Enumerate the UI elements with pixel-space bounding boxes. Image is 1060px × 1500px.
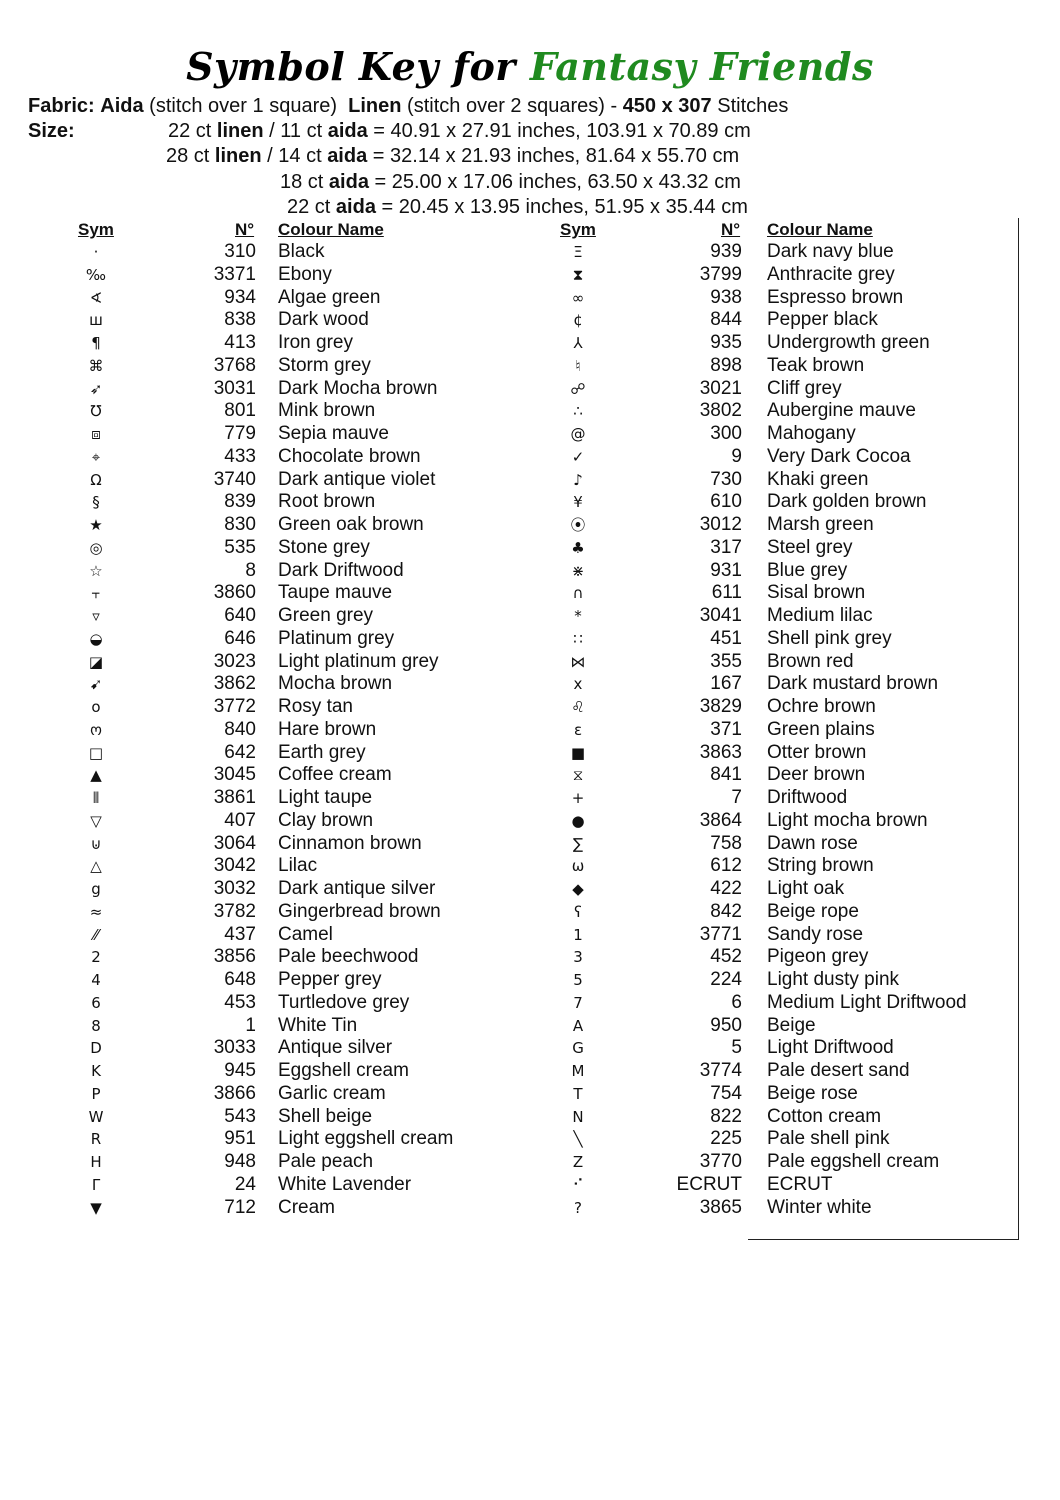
- colour-name: ECRUT: [767, 1173, 833, 1195]
- dmc-number: 3045: [213, 764, 256, 786]
- colour-name: Dark mustard brown: [767, 673, 939, 695]
- colour-name: Pepper black: [767, 309, 878, 331]
- colour-name: Mocha brown: [278, 673, 393, 695]
- symbol-glyph: G: [572, 1039, 584, 1058]
- colour-name: Stone grey: [278, 536, 370, 558]
- symbol-glyph: ω: [571, 857, 585, 876]
- symbol-glyph: ·: [93, 243, 99, 261]
- symbol-glyph: ♪: [573, 470, 583, 489]
- colour-name: Green plains: [767, 718, 875, 740]
- symbol-glyph: ╲: [573, 1130, 583, 1149]
- symbol-glyph: ◒: [89, 629, 103, 648]
- right-num-header: N°: [721, 220, 741, 239]
- colour-name: String brown: [767, 855, 874, 877]
- dmc-number: 452: [710, 946, 742, 968]
- size-line: 22 ct aida = 20.45 x 13.95 inches, 51.95 x 35.44 cm: [287, 196, 748, 218]
- colour-name: Very Dark Cocoa: [767, 445, 911, 467]
- colour-name: Green oak brown: [278, 514, 424, 535]
- symbol-glyph: ▼: [90, 1198, 102, 1217]
- dmc-number: 3064: [213, 832, 256, 854]
- symbol-glyph: 8: [91, 1016, 101, 1035]
- dmc-number: 3865: [699, 1196, 742, 1218]
- symbol-glyph: ★: [89, 516, 103, 534]
- dmc-number: 451: [710, 627, 742, 649]
- dmc-number: 939: [710, 241, 742, 262]
- dmc-number: 224: [710, 969, 742, 990]
- symbol-glyph: ∩: [572, 584, 584, 603]
- symbol-glyph: 2: [91, 948, 101, 967]
- symbol-glyph: ⧗: [572, 265, 584, 284]
- dmc-number: 3862: [213, 673, 256, 695]
- colour-name: Light eggshell cream: [278, 1128, 454, 1150]
- dmc-number: 842: [710, 900, 742, 922]
- dmc-number: 3042: [213, 855, 256, 877]
- dmc-number: 225: [710, 1128, 742, 1150]
- symbol-glyph: ☆: [89, 561, 103, 580]
- colour-name: Medium Light Driftwood: [767, 991, 967, 1013]
- dmc-number: 935: [710, 332, 742, 353]
- symbol-glyph: ∞: [571, 288, 585, 307]
- symbol-glyph: ∢: [89, 288, 103, 307]
- dmc-number: 934: [224, 286, 256, 308]
- colour-name: Undergrowth green: [767, 332, 930, 353]
- symbol-glyph: K: [91, 1062, 101, 1080]
- symbol-glyph: ∑: [572, 834, 584, 853]
- symbol-glyph: 5: [573, 971, 583, 989]
- colour-name: Chocolate brown: [278, 445, 421, 467]
- dmc-number: 611: [711, 582, 742, 604]
- symbol-glyph: M: [571, 1062, 585, 1080]
- dmc-number: 3740: [213, 468, 256, 490]
- dmc-number: 712: [224, 1196, 256, 1218]
- linen-note: (stitch over 2 squares) -: [407, 95, 618, 117]
- colour-name: Ochre brown: [767, 696, 876, 717]
- symbol-glyph: P: [91, 1084, 101, 1103]
- symbol-glyph: §: [92, 493, 100, 512]
- symbol-glyph: ➹: [89, 675, 103, 694]
- symbol-glyph: A: [572, 1016, 584, 1035]
- right-sym-header: Sym: [560, 220, 596, 239]
- colour-name: Shell beige: [278, 1105, 373, 1127]
- symbol-glyph: ◆: [572, 880, 584, 898]
- symbol-glyph: ⅄: [573, 334, 583, 352]
- symbol-glyph: 6: [91, 993, 101, 1012]
- symbol-glyph: ◎: [89, 538, 103, 557]
- colour-name: Sisal brown: [767, 582, 866, 604]
- symbol-glyph: o: [91, 698, 101, 716]
- dmc-number: 898: [710, 354, 742, 376]
- colour-name: Black: [278, 241, 325, 262]
- colour-name: Beige rose: [767, 1082, 858, 1104]
- colour-name: Shell pink grey: [767, 627, 892, 649]
- dmc-number: 6: [731, 991, 742, 1013]
- dmc-number: 5: [731, 1037, 742, 1059]
- dmc-number: 3782: [213, 900, 256, 922]
- colour-name: Deer brown: [767, 764, 866, 786]
- symbol-glyph: ■: [570, 743, 586, 762]
- dmc-number: 453: [224, 991, 256, 1013]
- colour-name: Cinnamon brown: [278, 832, 422, 854]
- symbol-glyph: ●: [571, 811, 585, 830]
- colour-name: Dark antique violet: [278, 468, 436, 490]
- colour-name: Green grey: [278, 605, 374, 626]
- colour-name: Storm grey: [278, 354, 371, 376]
- dmc-number: 3864: [699, 809, 742, 831]
- dmc-number: 413: [224, 332, 256, 353]
- dmc-number: 945: [224, 1060, 256, 1081]
- dmc-number: 3799: [699, 263, 742, 285]
- colour-name: Pale desert sand: [767, 1060, 910, 1081]
- symbol-glyph: ⋈: [570, 652, 586, 671]
- colour-name: Dark golden brown: [767, 491, 927, 513]
- symbol-glyph: ♌: [571, 698, 585, 716]
- aida-note: (stitch over 1 square): [149, 95, 338, 117]
- table-border-bottom: [748, 1239, 1019, 1240]
- colour-name: Light platinum grey: [278, 650, 439, 672]
- title-lead: Symbol Key for: [186, 44, 516, 89]
- dmc-number: 3033: [213, 1037, 256, 1059]
- symbol-glyph: Z: [572, 1153, 584, 1171]
- colour-name: Teak brown: [767, 354, 865, 376]
- symbol-glyph: ⫟: [91, 584, 101, 603]
- symbol-glyph: ♮: [575, 356, 581, 375]
- colour-name: Dark navy blue: [767, 241, 894, 262]
- right-name-header: Colour Name: [767, 220, 873, 239]
- colour-name: Cliff grey: [767, 377, 842, 399]
- linen-label: Linen: [348, 95, 402, 117]
- dmc-number: 640: [224, 605, 256, 626]
- symbol-glyph: D: [90, 1039, 102, 1058]
- symbol-glyph: ⌘: [88, 356, 104, 375]
- symbol-glyph: ⌖: [91, 447, 101, 466]
- dmc-number: 838: [224, 309, 256, 331]
- symbol-glyph: ?: [574, 1198, 582, 1217]
- symbol-glyph: N: [572, 1107, 584, 1126]
- colour-name: Khaki green: [767, 468, 869, 490]
- stitch-count: 450 x 307: [622, 95, 712, 117]
- dmc-number: 779: [224, 423, 256, 444]
- dmc-number: 3371: [213, 263, 256, 285]
- left-name-header: Colour Name: [278, 220, 384, 239]
- dmc-number: 3829: [699, 696, 742, 717]
- dmc-number: 844: [710, 309, 742, 331]
- dmc-number: 407: [224, 809, 256, 831]
- symbol-glyph: 4: [91, 971, 101, 989]
- dmc-number: 167: [710, 673, 742, 695]
- fabric-line: [28, 94, 788, 118]
- dmc-number: 3041: [699, 605, 742, 626]
- stitch-label: Stitches: [717, 95, 789, 117]
- colour-name: Light mocha brown: [767, 809, 928, 831]
- dmc-number: 950: [710, 1014, 742, 1036]
- dmc-number: 3774: [699, 1060, 742, 1081]
- dmc-number: 839: [224, 491, 256, 513]
- dmc-number: 3860: [213, 582, 256, 604]
- symbol-glyph: T: [573, 1084, 583, 1103]
- symbol-glyph: ➶: [89, 379, 103, 398]
- size-line: 22 ct linen / 11 ct aida = 40.91 x 27.91 inches, 103.91 x 70.89 cm: [168, 120, 751, 142]
- dmc-number: 437: [224, 923, 256, 945]
- colour-name: Rosy tan: [278, 696, 353, 717]
- dmc-number: 642: [224, 741, 256, 763]
- dmc-number: 8: [245, 559, 256, 581]
- dmc-number: 3023: [213, 650, 256, 672]
- colour-name: Pale beechwood: [278, 946, 419, 968]
- dmc-number: 3802: [699, 400, 742, 422]
- symbol-glyph: ¶: [91, 334, 101, 352]
- symbol-glyph: ⋇: [571, 561, 585, 580]
- symbol-glyph: Ω: [90, 470, 102, 489]
- symbol-glyph: H: [90, 1153, 102, 1171]
- dmc-number: 3772: [213, 696, 256, 717]
- colour-name: Sandy rose: [767, 923, 864, 945]
- symbol-glyph: ⁄⁄: [93, 925, 99, 944]
- symbol-glyph: ▿: [92, 607, 100, 625]
- dmc-number: 648: [224, 969, 256, 990]
- dmc-number: 1: [245, 1014, 256, 1036]
- colour-name: Algae green: [278, 286, 381, 308]
- dmc-number: 3768: [213, 354, 256, 376]
- symbol-glyph: △: [90, 857, 102, 876]
- dmc-number: 830: [224, 514, 256, 535]
- colour-name: Dark wood: [278, 309, 369, 331]
- left-num-header: N°: [235, 220, 255, 239]
- symbol-glyph: ⧖: [572, 766, 584, 785]
- symbol-glyph: ε: [573, 720, 583, 739]
- colour-name: Dark antique silver: [278, 878, 436, 899]
- symbol-glyph: ⠊: [572, 1175, 584, 1194]
- dmc-number: 931: [710, 559, 742, 581]
- colour-name: Steel grey: [767, 536, 853, 558]
- dmc-number: 24: [234, 1173, 256, 1195]
- dmc-number: 3012: [699, 514, 742, 535]
- left-sym-header: Sym: [78, 220, 114, 239]
- symbol-glyph: Γ: [91, 1175, 101, 1194]
- colour-name: Antique silver: [278, 1037, 393, 1059]
- colour-name: Pigeon grey: [767, 946, 869, 968]
- table-border-right: [1018, 218, 1019, 1240]
- colour-name: Coffee cream: [278, 764, 392, 786]
- colour-name: Ebony: [278, 263, 332, 285]
- colour-name: Hare brown: [278, 718, 377, 740]
- colour-name: Platinum grey: [278, 627, 395, 649]
- symbol-glyph: g: [91, 880, 101, 898]
- dmc-number: 422: [710, 878, 742, 899]
- colour-name: Light Driftwood: [767, 1037, 894, 1059]
- symbol-glyph: *: [574, 607, 582, 625]
- dmc-number: 3861: [213, 787, 256, 808]
- aida-label: Aida: [100, 95, 144, 117]
- colour-name: Dark Driftwood: [278, 559, 404, 581]
- symbol-glyph: □: [88, 743, 104, 762]
- symbol-glyph: 3: [573, 948, 583, 967]
- dmc-number: 951: [224, 1128, 256, 1150]
- symbol-glyph: ⦿: [570, 516, 586, 534]
- colour-name: Beige rope: [767, 900, 859, 922]
- symbol-glyph: ≈: [89, 902, 103, 921]
- colour-name: Turtledove grey: [278, 991, 410, 1013]
- size-line: 18 ct aida = 25.00 x 17.06 inches, 63.50 x 43.32 cm: [280, 171, 741, 193]
- page-title: [0, 44, 1060, 89]
- dmc-number: 948: [224, 1151, 256, 1172]
- dmc-number: 3770: [699, 1151, 742, 1172]
- dmc-number: 7: [731, 787, 742, 808]
- dmc-number: 758: [710, 832, 742, 854]
- dmc-number: 3863: [699, 741, 742, 763]
- symbol-glyph: ⊍: [90, 834, 102, 853]
- symbol-glyph: ☍: [570, 379, 586, 398]
- dmc-number: 610: [710, 491, 742, 513]
- symbol-glyph: x: [573, 675, 583, 694]
- colour-name: Earth grey: [278, 741, 366, 763]
- dmc-number: 310: [224, 241, 256, 262]
- colour-name: Mahogany: [767, 423, 856, 444]
- colour-name: Brown red: [767, 650, 854, 672]
- colour-name: Garlic cream: [278, 1082, 386, 1104]
- colour-name: Root brown: [278, 491, 376, 513]
- symbol-glyph: ∴: [573, 402, 583, 421]
- symbol-glyph: ◪: [88, 652, 104, 671]
- symbol-glyph: ¢: [573, 311, 583, 330]
- dmc-number: 754: [710, 1082, 742, 1104]
- dmc-number: 535: [224, 536, 256, 558]
- symbol-glyph: ш: [89, 311, 103, 330]
- colour-name: Otter brown: [767, 741, 867, 763]
- symbol-glyph: ¥: [573, 493, 583, 512]
- symbol-glyph: ʕ: [574, 902, 582, 921]
- dmc-number: 3032: [213, 878, 256, 899]
- symbol-glyph: Ξ: [573, 243, 583, 261]
- colour-name: Driftwood: [767, 787, 848, 808]
- dmc-number: 9: [731, 445, 742, 467]
- colour-name: Medium lilac: [767, 605, 873, 626]
- dmc-number: 3031: [213, 377, 256, 399]
- symbol-glyph: +: [571, 789, 585, 807]
- colour-name: Light oak: [767, 878, 845, 899]
- colour-name: Clay brown: [278, 809, 374, 831]
- colour-name: Blue grey: [767, 559, 848, 581]
- symbol-glyph: ▽: [90, 811, 102, 830]
- colour-name: Iron grey: [278, 332, 353, 353]
- symbol-glyph: ▲: [90, 766, 102, 785]
- dmc-number: 612: [710, 855, 742, 877]
- colour-name: Beige: [767, 1014, 816, 1036]
- symbol-glyph: ო: [90, 720, 102, 739]
- colour-name: Pale peach: [278, 1151, 374, 1172]
- colour-name: Pale eggshell cream: [767, 1151, 940, 1172]
- colour-name: Light taupe: [278, 787, 373, 808]
- dmc-number: 300: [710, 423, 742, 444]
- size-label: Size:: [28, 120, 75, 142]
- colour-name: Dark Mocha brown: [278, 377, 438, 399]
- colour-name: Sepia mauve: [278, 423, 389, 444]
- symbol-glyph: 7: [573, 993, 583, 1012]
- colour-name: Marsh green: [767, 514, 874, 535]
- colour-name: White Tin: [278, 1014, 358, 1036]
- symbol-glyph: ♣: [571, 538, 585, 557]
- colour-name: Mink brown: [278, 400, 376, 422]
- colour-name: Aubergine mauve: [767, 400, 916, 422]
- colour-name: Anthracite grey: [767, 263, 895, 285]
- symbol-glyph: ‰: [85, 265, 107, 284]
- size-line: 28 ct linen / 14 ct aida = 32.14 x 21.93 inches, 81.64 x 55.70 cm: [166, 145, 740, 167]
- colour-name: Lilac: [278, 855, 318, 877]
- dmc-number: 3771: [699, 923, 742, 945]
- dmc-number: 840: [224, 718, 256, 740]
- dmc-number: 801: [224, 400, 256, 422]
- colour-name: Pale shell pink: [767, 1128, 890, 1150]
- dmc-number: 433: [224, 445, 256, 467]
- symbol-glyph: ∷: [573, 629, 583, 648]
- dmc-number: 841: [710, 764, 742, 786]
- symbol-glyph: 1: [573, 925, 583, 944]
- symbol-glyph: ⧈: [91, 425, 101, 443]
- colour-name: Cream: [278, 1196, 336, 1218]
- dmc-number: 646: [224, 627, 256, 649]
- symbol-glyph: @: [570, 425, 586, 443]
- colour-name: Espresso brown: [767, 286, 904, 308]
- symbol-glyph: ℧: [90, 402, 102, 421]
- dmc-number: 938: [710, 286, 742, 308]
- symbol-glyph: ✓: [571, 447, 585, 466]
- colour-name: Gingerbread brown: [278, 900, 441, 922]
- dmc-number: 355: [710, 650, 742, 672]
- colour-name: White Lavender: [278, 1173, 412, 1195]
- colour-name: Pepper grey: [278, 969, 382, 990]
- dmc-number: 543: [224, 1105, 256, 1127]
- colour-name: Dawn rose: [767, 832, 858, 854]
- dmc-number: 3866: [213, 1082, 256, 1104]
- dmc-number: 730: [710, 468, 742, 490]
- dmc-number: 317: [710, 536, 742, 558]
- colour-name: Winter white: [767, 1196, 872, 1218]
- symbol-glyph: W: [88, 1107, 104, 1126]
- symbol-glyph: R: [90, 1130, 102, 1149]
- colour-name: Camel: [278, 923, 333, 945]
- dmc-number: 3021: [699, 377, 742, 399]
- design-name: Fantasy Friends: [529, 44, 874, 89]
- fabric-label: Fabric:: [28, 95, 95, 117]
- dmc-number: 3856: [213, 946, 256, 968]
- symbol-glyph: ⫴: [92, 789, 100, 807]
- dmc-number: 822: [710, 1105, 742, 1127]
- colour-name: Taupe mauve: [278, 582, 393, 604]
- colour-name: Light dusty pink: [767, 969, 900, 990]
- dmc-number: 371: [710, 718, 742, 740]
- colour-name: Eggshell cream: [278, 1060, 409, 1081]
- dmc-number: ECRUT: [676, 1173, 742, 1195]
- colour-name: Cotton cream: [767, 1105, 882, 1127]
